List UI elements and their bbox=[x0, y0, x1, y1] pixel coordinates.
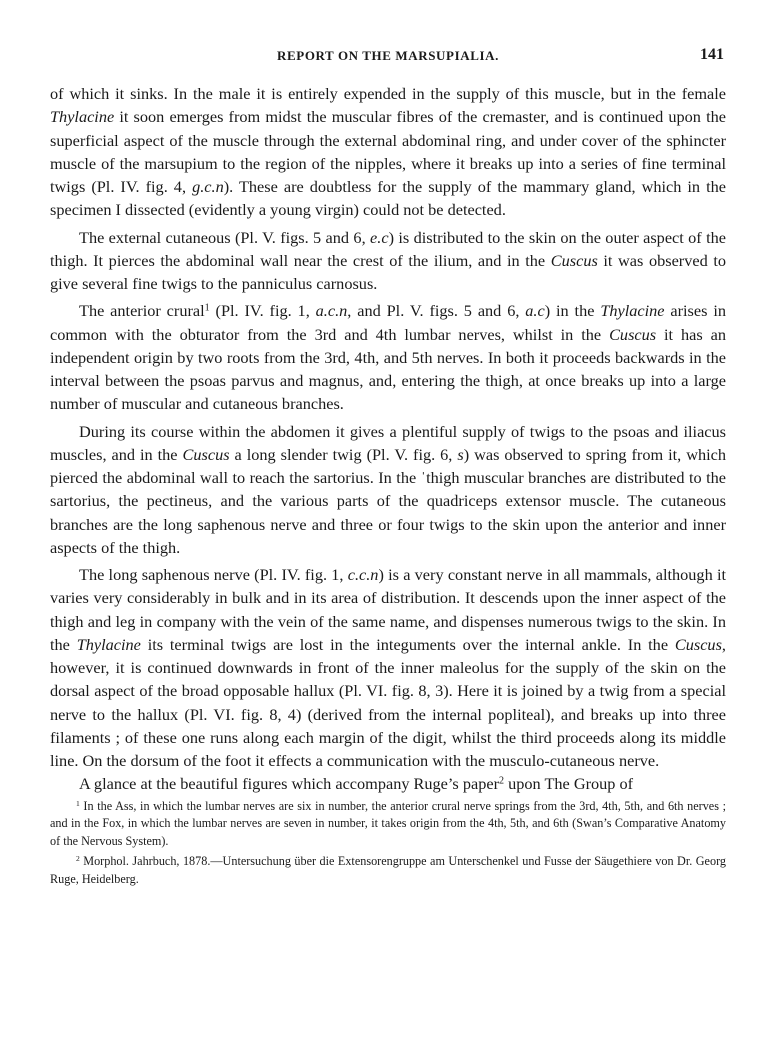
text-run: it has an independent origin by two roots from the 3rd, 4th, and 5th nerves. In both it proceeds backwards in the interval between the psoas parvus and magnus, and, entering the thigh, at once breaks up into a large number of muscular and cutaneous branches. bbox=[50, 324, 727, 414]
footnote-mark: 1 bbox=[76, 798, 80, 808]
italic-run: e.c bbox=[370, 227, 389, 247]
text-run: of which it sinks. In the male it is entirely expended in the supply of this muscle, but in the female bbox=[50, 84, 726, 103]
paragraph-6 bbox=[50, 772, 726, 795]
text-run: its terminal twigs are lost in the integuments over the internal ankle. In the bbox=[140, 634, 675, 654]
page-number: 141 bbox=[700, 46, 724, 63]
text-run: The long saphenous nerve (Pl. IV. fig. 1, bbox=[79, 565, 348, 584]
running-head bbox=[50, 48, 726, 72]
text-run: The anterior crural bbox=[79, 301, 205, 321]
italic-run: Cuscus bbox=[182, 444, 230, 464]
text-run: it soon emerges from midst the muscular fibres of the cremaster, and is continued upon the superficial aspect of the muscle through the external abdominal ring, and under cover of the sphincter muscle of the marsupium to the region of the nipples, where it breaks up into a series of fine terminal twigs (Pl. IV. fig. 4, bbox=[50, 107, 726, 196]
italic-run: c.c.n bbox=[347, 565, 379, 584]
italic-run: Thylacine bbox=[50, 107, 115, 127]
paragraph-1 bbox=[50, 82, 726, 222]
footnote-mark: 2 bbox=[76, 853, 80, 863]
paragraph-4 bbox=[50, 420, 726, 560]
footnote-2 bbox=[50, 853, 726, 888]
text-run: it was observed to give several fine twigs to the panniculus carnosus. bbox=[50, 250, 726, 293]
text-run: ) is a very constant nerve in all mammals, although it varies very considerably in bulk and in its area of distribution. It descends upon the inner aspect of the thigh and leg in company with the vein of the same name, and dispenses numerous twigs to the skin. In the bbox=[50, 565, 726, 654]
footnote-1 bbox=[50, 798, 726, 851]
text-run: (Pl. IV. fig. 1, bbox=[209, 301, 316, 321]
italic-run: a.c bbox=[525, 301, 545, 321]
text-run: a long slender twig (Pl. V. fig. 6, bbox=[229, 444, 458, 464]
italic-run: g.c.n bbox=[192, 177, 224, 196]
text-run: ). These are doubtless for the supply of the mammary gland, which in the specimen I dissected (evidently a young virgin) could not be detected. bbox=[50, 177, 726, 220]
italic-run: Thylacine bbox=[76, 634, 141, 654]
text-run: During its course within the abdomen it gives a plentiful supply of twigs to the psoas and iliacus muscles, and in the bbox=[50, 421, 726, 464]
paragraph-3 bbox=[50, 299, 726, 415]
text-run: arises in common with the obturator from the 3rd and 4th lumbar nerves, whilst in the bbox=[50, 301, 726, 344]
text-run: , and Pl. V. figs. 5 and 6, bbox=[347, 301, 526, 321]
text-run: ) was observed to spring from it, which pierced the abdominal wall to reach the sartorius. In the ˈthigh muscular branches are distributed to the sartorius, the pectineus, and the various parts of the quadriceps extensor muscle. The cutaneous branches are the long saphenous nerve and three or four twigs to the skin upon the anterior and inner aspects of the thigh. bbox=[50, 444, 726, 557]
italic-run: a.c.n bbox=[315, 301, 348, 321]
text-run: ) in the bbox=[544, 301, 601, 321]
footnote-ref-2[interactable]: 2 bbox=[499, 775, 505, 787]
paragraph-2 bbox=[50, 226, 726, 296]
running-title: REPORT ON THE MARSUPIALIA. bbox=[277, 48, 499, 63]
footnote-ref-1[interactable]: 1 bbox=[204, 302, 210, 314]
body-text bbox=[50, 82, 726, 796]
document-page bbox=[50, 0, 726, 888]
text-run: A glance at the beautiful figures which accompany Ruge’s paper bbox=[79, 774, 499, 794]
text-run: ) is distributed to the skin on the outer aspect of the thigh. It pierces the abdominal wall near the crest of the ilium, and in the bbox=[50, 227, 726, 270]
italic-run: Cuscus bbox=[550, 250, 598, 270]
footnote-text: In the Ass, in which the lumbar nerves are six in number, the anterior crural nerve springs from the 3rd, 4th, 5th, and 6th nerves ; and in the Fox, in which the lumbar nerves are seven in number, it takes origin from the 4th, 5th, and 6th (Swan’s Comparative Anatomy of the Nervous System). bbox=[50, 798, 726, 848]
footnotes bbox=[50, 798, 726, 889]
text-run: upon The Group of bbox=[504, 774, 634, 794]
paragraph-5 bbox=[50, 563, 726, 772]
text-run: The external cutaneous (Pl. V. figs. 5 and 6, bbox=[79, 227, 371, 247]
footnote-text: Morphol. Jahrbuch, 1878.—Untersuchung über die Extensorengruppe am Unterschenkel und Fusse der Säugethiere von Dr. Georg Ruge, Heidelberg. bbox=[50, 854, 726, 886]
italic-run: Cuscus bbox=[609, 324, 657, 344]
italic-run: Thylacine bbox=[600, 301, 665, 321]
text-run: , however, it is continued downwards in front of the inner maleolus for the supply of the skin on the dorsal aspect of the broad opposable hallux (Pl. VI. fig. 8, 3). Here it is joined by a twig from a special nerve to the hallux (Pl. VI. fig. 8, 4) (derived from the internal popliteal), and breaks up into three filaments ; of these one runs along each margin of the digit, whilst the third proceeds along its middle line. On the dorsum of the foot it effects a communication with the musculo-cutaneous nerve. bbox=[50, 634, 726, 770]
italic-run: Cuscus bbox=[674, 634, 722, 654]
italic-run: s bbox=[457, 444, 464, 464]
